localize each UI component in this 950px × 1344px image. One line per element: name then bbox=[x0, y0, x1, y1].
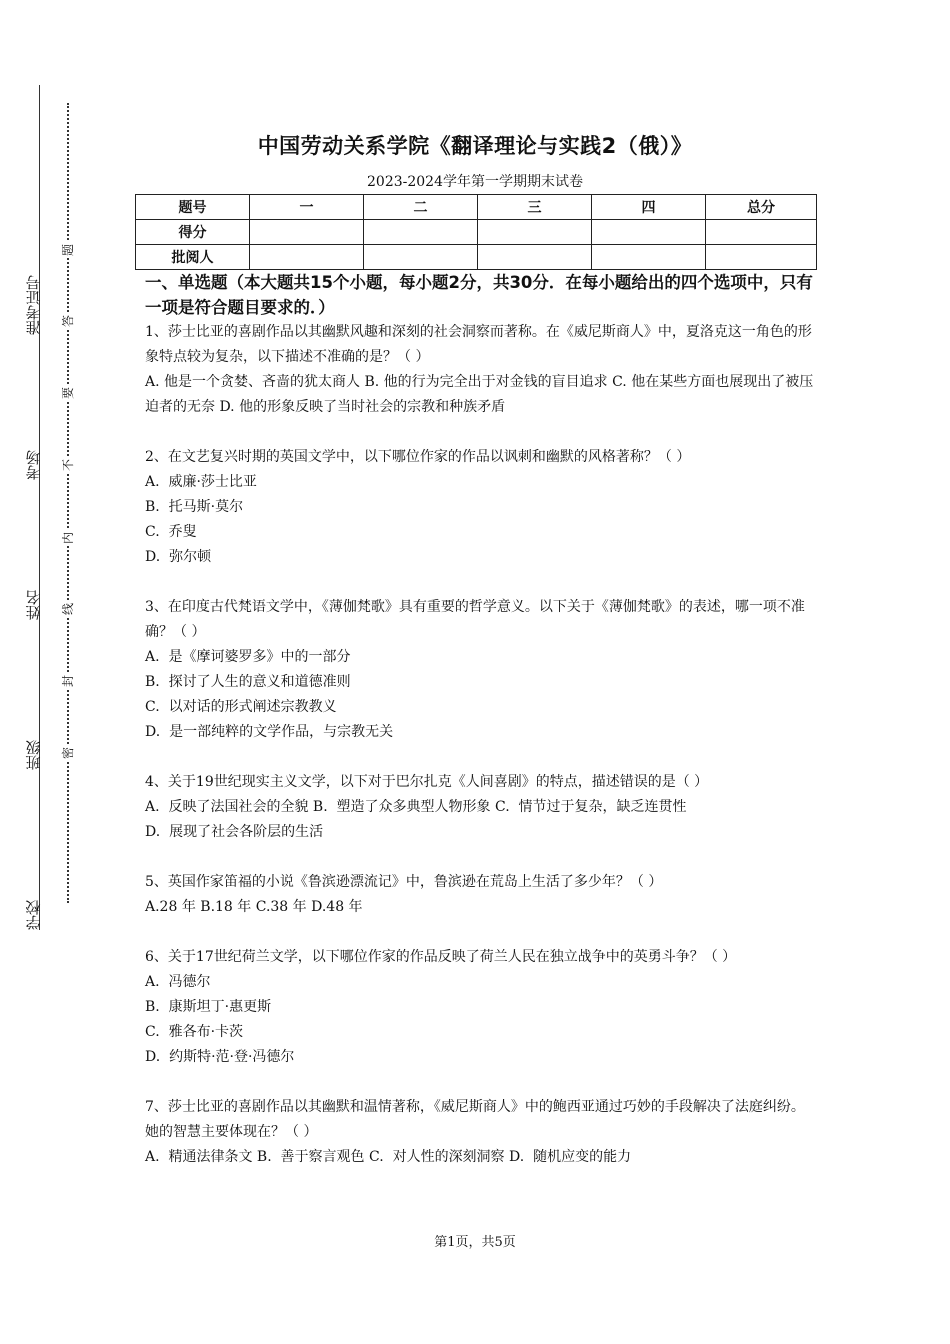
grader-cell[interactable] bbox=[706, 245, 817, 270]
table-header-cell: 题号 bbox=[136, 195, 250, 220]
binding-field-label: 姓名 bbox=[24, 590, 43, 620]
option-line[interactable]: A. 反映了法国社会的全貌 B. 塑造了众多典型人物形象 C. 情节过于复杂，缺乏连贯性 bbox=[145, 799, 687, 815]
option-line[interactable]: A. 精通法律条文 B. 善于察言观色 C. 对人性的深刻洞察 D. 随机应变的能力 bbox=[145, 1149, 632, 1165]
table-header-cell: 四 bbox=[592, 195, 706, 220]
question-6 bbox=[145, 945, 817, 1070]
option-a[interactable]: A. 威廉·莎士比亚 bbox=[145, 474, 257, 490]
binding-field-exam-id bbox=[20, 85, 46, 335]
question-1 bbox=[145, 320, 817, 420]
score-table bbox=[135, 194, 817, 270]
table-header-cell: 二 bbox=[364, 195, 478, 220]
question-stem: 4、关于19世纪现实主义文学，以下对于巴尔扎克《人间喜剧》的特点，描述错误的是（ ） bbox=[145, 774, 709, 790]
question-stem: 6、关于17世纪荷兰文学，以下哪位作家的作品反映了荷兰人民在独立战争中的英勇斗争？（ ） bbox=[145, 949, 737, 965]
binding-field-school bbox=[20, 880, 46, 930]
question-7 bbox=[145, 1095, 817, 1170]
question-stem: 7、莎士比亚的喜剧作品以其幽默和温情著称，《威尼斯商人》中的鲍西亚通过巧妙的手段解决了法庭纠纷。她的智慧主要体现在？（ ） bbox=[145, 1099, 805, 1140]
option-b[interactable]: B. 托马斯·莫尔 bbox=[145, 499, 244, 515]
table-header-cell: 一 bbox=[250, 195, 364, 220]
binding-field-exam-room bbox=[20, 400, 46, 480]
option-b[interactable]: B. 康斯坦丁·惠更斯 bbox=[145, 999, 272, 1015]
binding-field-label: 准考证号 bbox=[24, 275, 43, 335]
binding-field-class bbox=[20, 720, 46, 770]
grader-cell[interactable] bbox=[478, 245, 592, 270]
seal-char: 线 bbox=[61, 603, 75, 616]
question-stem: 5、英国作家笛福的小说《鲁滨逊漂流记》中，鲁滨逊在荒岛上生活了多少年？（ ） bbox=[145, 874, 663, 890]
score-cell[interactable] bbox=[364, 220, 478, 245]
score-cell[interactable] bbox=[592, 220, 706, 245]
binding-field-label: 班级 bbox=[24, 740, 43, 770]
binding-field-name bbox=[20, 570, 46, 620]
option-c[interactable]: C. 乔叟 bbox=[145, 524, 197, 540]
table-header-cell: 三 bbox=[478, 195, 592, 220]
option-d[interactable]: D. 是一部纯粹的文学作品，与宗教无关 bbox=[145, 724, 394, 740]
option-b[interactable]: B. 探讨了人生的意义和道德准则 bbox=[145, 674, 351, 690]
page-footer: 第1页，共5页 bbox=[434, 1235, 516, 1250]
seal-char: 不 bbox=[61, 459, 75, 472]
score-table-row bbox=[136, 245, 817, 270]
seal-char: 要 bbox=[61, 387, 75, 400]
option-d[interactable]: D. 弥尔顿 bbox=[145, 549, 212, 565]
seal-char: 密 bbox=[61, 747, 75, 760]
option-a[interactable]: A. 冯德尔 bbox=[145, 974, 211, 990]
question-stem: 1、莎士比亚的喜剧作品以其幽默风趣和深刻的社会洞察而著称。在《威尼斯商人》中，夏洛克这一角色的形象特点较为复杂，以下描述不准确的是？（ ） bbox=[145, 324, 812, 365]
exam-title: 中国劳动关系学院《翻译理论与实践2（俄）》 bbox=[257, 134, 693, 158]
binding-field-label: 考场 bbox=[24, 450, 43, 480]
option-a[interactable]: A. 是《摩诃婆罗多》中的一部分 bbox=[145, 649, 351, 665]
question-options: A. 他是一个贪婪、吝啬的犹太商人 B. 他的行为完全出于对金钱的盲目追求 C. 他在某些方面也展现出了被压迫者的无奈 D. 他的形象反映了当时社会的宗教和种族矛盾 bbox=[145, 374, 814, 415]
exam-subtitle: 2023-2024学年第一学期期末试卷 bbox=[367, 174, 583, 190]
option-line[interactable]: A.28 年 B.18 年 C.38 年 D.48 年 bbox=[145, 899, 363, 915]
table-row-label: 批阅人 bbox=[136, 245, 250, 270]
option-c[interactable]: C. 雅各布·卡茨 bbox=[145, 1024, 244, 1040]
binding-field-label: 学校 bbox=[24, 900, 43, 930]
table-header-cell: 总分 bbox=[706, 195, 817, 220]
seal-char: 题 bbox=[61, 244, 75, 257]
score-table-header-row bbox=[136, 195, 817, 220]
option-d[interactable]: D. 约斯特·范·登·冯德尔 bbox=[145, 1049, 295, 1065]
score-cell[interactable] bbox=[706, 220, 817, 245]
question-stem: 3、在印度古代梵语文学中，《薄伽梵歌》具有重要的哲学意义。以下关于《薄伽梵歌》的表述，哪一项不准确？（ ） bbox=[145, 599, 805, 640]
seal-char: 封 bbox=[61, 675, 75, 688]
question-stem: 2、在文艺复兴时期的英国文学中，以下哪位作家的作品以讽刺和幽默的风格著称？（ ） bbox=[145, 449, 691, 465]
grader-cell[interactable] bbox=[364, 245, 478, 270]
question-2 bbox=[145, 445, 817, 570]
score-cell[interactable] bbox=[478, 220, 592, 245]
score-cell[interactable] bbox=[250, 220, 364, 245]
table-row-label: 得分 bbox=[136, 220, 250, 245]
grader-cell[interactable] bbox=[592, 245, 706, 270]
question-3 bbox=[145, 595, 817, 745]
score-table-row bbox=[136, 220, 817, 245]
binding-strip bbox=[0, 0, 90, 1344]
seal-char: 答 bbox=[61, 315, 75, 328]
option-c[interactable]: C. 以对话的形式阐述宗教教义 bbox=[145, 699, 337, 715]
seal-char: 内 bbox=[61, 532, 75, 545]
question-4 bbox=[145, 770, 817, 845]
option-d[interactable]: D. 展现了社会各阶层的生活 bbox=[145, 824, 324, 840]
question-5 bbox=[145, 870, 817, 920]
section-heading: 一、单选题（本大题共15个小题，每小题2分，共30分．在每小题给出的四个选项中，只有一项是符合题目要求的．） bbox=[145, 273, 813, 317]
seal-dotted-line bbox=[67, 103, 69, 903]
exam-content bbox=[145, 270, 817, 1170]
grader-cell[interactable] bbox=[250, 245, 364, 270]
